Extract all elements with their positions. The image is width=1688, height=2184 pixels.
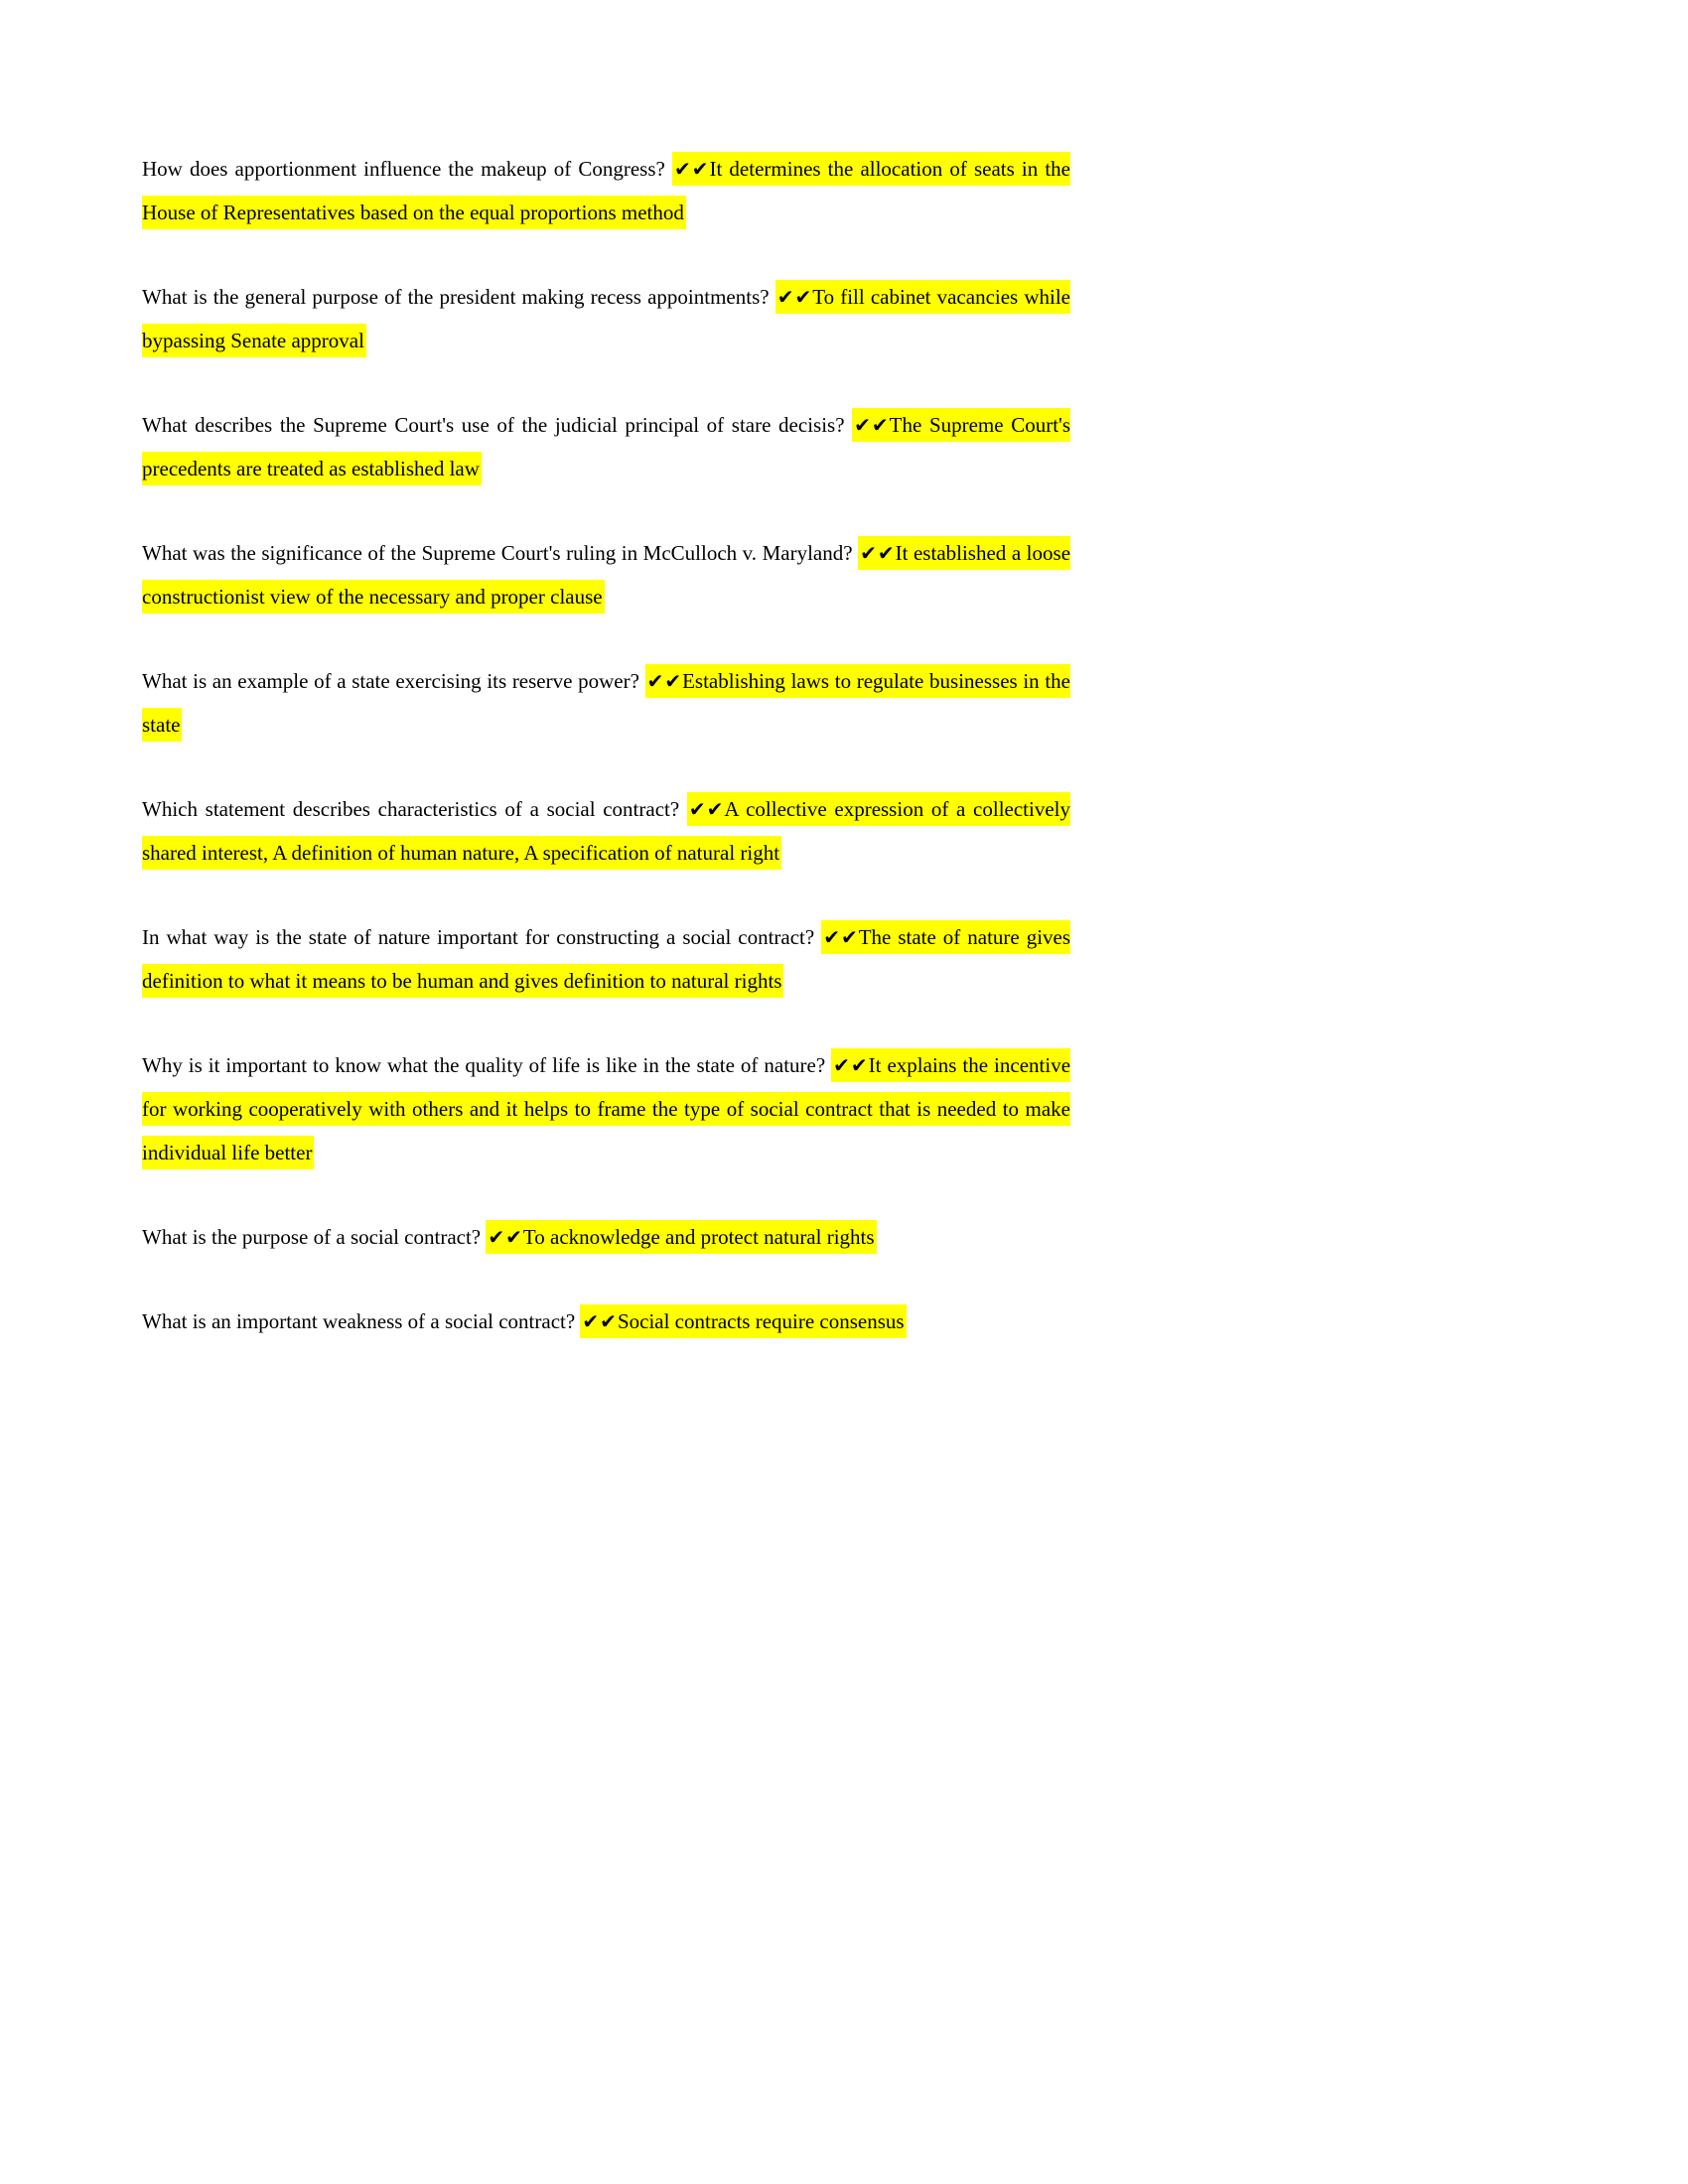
- qa-paragraph: [142, 147, 1070, 234]
- question-text: What describes the Supreme Court's use of the judicial principal of stare decisis?: [142, 413, 845, 437]
- qa-paragraph: [142, 1043, 1070, 1174]
- answer-text: It explains the incentive for working cooperatively with others and it helps to frame the type of social contract that is needed to make individual life better: [142, 1053, 1071, 1164]
- checkmarks-icon: ✔✔: [833, 1053, 869, 1077]
- question-text: In what way is the state of nature important for constructing a social contract?: [142, 925, 815, 949]
- answer-highlight: [486, 1220, 876, 1254]
- answer-text: The Supreme Court's precedents are treated as established law: [142, 413, 1071, 480]
- checkmarks-icon: ✔✔: [673, 157, 710, 181]
- answer-text: Social contracts require consensus: [617, 1309, 905, 1333]
- checkmarks-icon: ✔✔: [823, 925, 859, 949]
- question-text: Why is it important to know what the quality of life is like in the state of nature?: [142, 1053, 826, 1077]
- checkmarks-icon: ✔✔: [582, 1309, 618, 1333]
- question-text: Which statement describes characteristics of a social contract?: [142, 797, 680, 821]
- qa-paragraph: [142, 403, 1070, 490]
- checkmarks-icon: ✔✔: [646, 669, 683, 693]
- question-text: How does apportionment influence the makeup of Congress?: [142, 157, 665, 181]
- qa-paragraph: [142, 787, 1070, 875]
- document-content: [142, 147, 1070, 1343]
- question-text: What is an example of a state exercising its reserve power?: [142, 669, 639, 693]
- answer-text: To fill cabinet vacancies while bypassing Senate approval: [142, 285, 1070, 352]
- answer-text: Establishing laws to regulate businesses in the state: [142, 669, 1070, 737]
- checkmarks-icon: ✔✔: [688, 797, 725, 821]
- checkmarks-icon: ✔✔: [488, 1225, 523, 1249]
- checkmarks-icon: ✔✔: [860, 541, 896, 565]
- qa-paragraph: [142, 1299, 1070, 1343]
- qa-paragraph: [142, 531, 1070, 618]
- qa-paragraph: [142, 1215, 1070, 1259]
- answer-text: It established a loose constructionist view of the necessary and proper clause: [142, 541, 1071, 609]
- answer-text: The state of nature gives definition to what it means to be human and gives definition to natural rights: [142, 925, 1071, 993]
- qa-paragraph: [142, 659, 1070, 747]
- question-text: What was the significance of the Supreme Court's ruling in McCulloch v. Maryland?: [142, 541, 853, 565]
- checkmarks-icon: ✔✔: [776, 285, 813, 309]
- qa-paragraph: [142, 915, 1070, 1003]
- answer-text: A collective expression of a collectively shared interest, A definition of human nature, A specification of natural right: [142, 797, 1071, 865]
- question-text: What is the general purpose of the president making recess appointments?: [142, 285, 770, 309]
- answer-highlight: [580, 1304, 906, 1338]
- qa-paragraph: [142, 275, 1070, 362]
- checkmarks-icon: ✔✔: [854, 413, 890, 437]
- answer-text: It determines the allocation of seats in the House of Representatives based on the equal proportions method: [142, 157, 1071, 224]
- answer-text: To acknowledge and protect natural rights: [522, 1225, 875, 1249]
- question-text: What is an important weakness of a social contract?: [142, 1309, 576, 1333]
- question-text: What is the purpose of a social contract?: [142, 1225, 482, 1249]
